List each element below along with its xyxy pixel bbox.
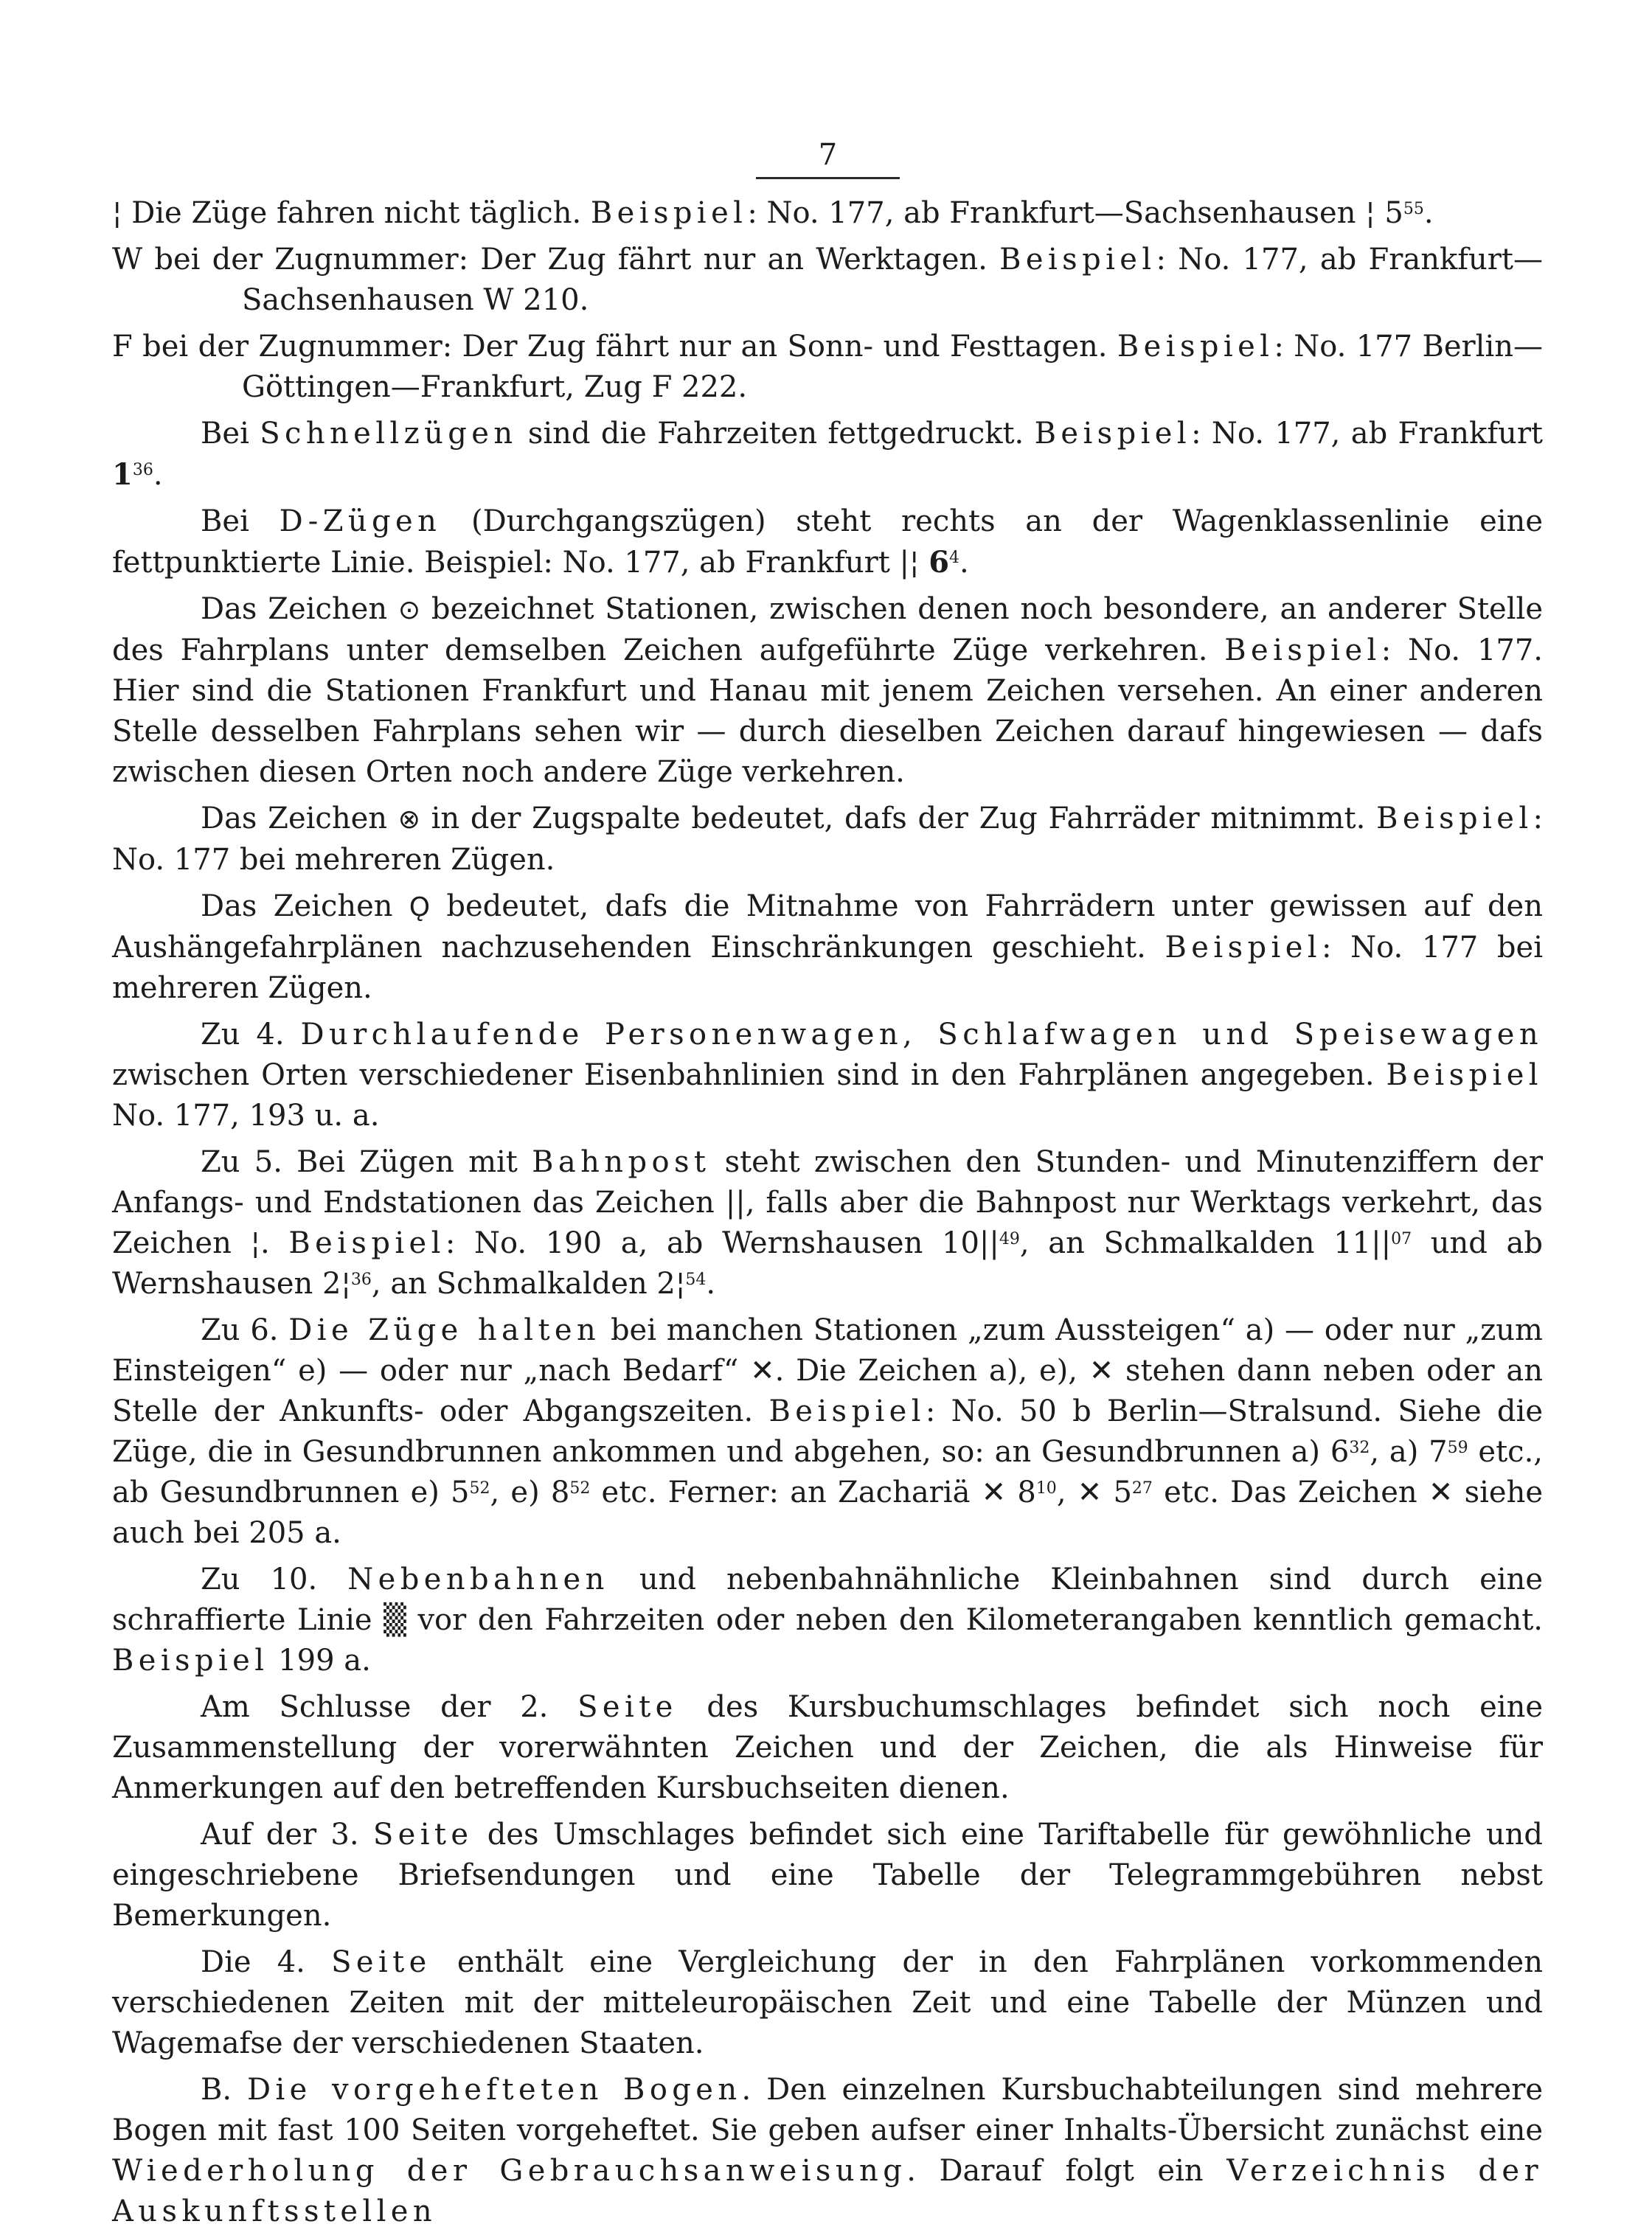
text-run: Zu 10. — [201, 1563, 348, 1596]
text-run: sind die Fahrzeiten fettgedruckt. — [517, 417, 1035, 451]
text-run: . Darauf folgt ein — [906, 2154, 1227, 2188]
superscript: 52 — [469, 1479, 490, 1498]
text-run: Schnellzügen — [260, 417, 518, 451]
superscript: 27 — [1131, 1479, 1153, 1498]
text-run: Beispiel — [768, 1394, 926, 1428]
text-run: : No. 177, ab Frankfurt—Sachsenhausen W 210. — [242, 243, 1543, 317]
text-run: etc. Ferner: an Zachariä ✕ 8 — [590, 1476, 1036, 1509]
text-run: Beispiel — [1224, 633, 1381, 667]
superscript: 10 — [1035, 1479, 1057, 1498]
superscript: 52 — [569, 1479, 591, 1498]
paragraph — [112, 1142, 1543, 1304]
superscript: 32 — [1349, 1439, 1370, 1457]
text-run: 6 — [929, 545, 950, 580]
text-run: F bei der Zugnummer: Der Zug fährt nur an Sonn- und Festtagen. — [112, 330, 1117, 364]
text-run: . Den einzelnen Kursbuchabteilungen sind mehrere Bogen mit fast 100 Seiten vorgeheftet. Sie geben aufser einer Inhalts-Übersicht zunächst eine — [112, 2073, 1543, 2147]
text-run: . — [706, 1267, 716, 1301]
text-run: Seite — [577, 1690, 678, 1724]
text-run: Beispiel — [590, 196, 748, 230]
text-run: : No. 177 bei mehreren Zügen. — [112, 802, 1543, 877]
superscript: 49 — [999, 1230, 1020, 1248]
superscript: 54 — [685, 1271, 707, 1289]
text-run: No. 177, 193 u. a. — [112, 1099, 380, 1133]
text-run: Beispiel — [112, 1644, 269, 1678]
paragraph — [112, 1815, 1543, 1936]
paragraph — [112, 2070, 1543, 2232]
text-run: Beispiel — [1117, 330, 1274, 364]
paragraph — [112, 589, 1543, 793]
text-run: Beispiel — [1034, 417, 1192, 451]
text-run: : No. 50 b Berlin—Stralsund. Siehe die Züge, die in Gesundbrunnen ankommen und abgehen, so: an Gesundbrunnen a) 6 — [112, 1394, 1543, 1469]
text-run: : No. 177, ab Frankfurt — [1191, 417, 1544, 451]
text-run: Am Schlusse der 2. — [201, 1690, 578, 1724]
text-run: Seite — [372, 1818, 473, 1852]
text-run: Die 4. — [201, 1945, 332, 1979]
text-run: Die Züge halten — [288, 1313, 601, 1347]
text-run: Beispiel — [288, 1226, 445, 1260]
text-run: ¦ Die Züge fahren nicht täglich. — [112, 196, 591, 230]
text-run: enthält eine Vergleichung der in den Fahrplänen vorkommenden verschiedenen Zeiten mit der mitteleuropäischen Zeit und eine Tabelle der Münzen und Wagemafse der verschiedenen Staaten. — [112, 1945, 1543, 2060]
text-run: Das Zeichen — [201, 889, 409, 923]
paragraph — [112, 1310, 1543, 1554]
paragraph — [112, 799, 1543, 880]
text-run: Das Zeichen — [201, 592, 398, 626]
text-run: Ǫ — [409, 892, 431, 922]
text-run: in der Zugspalte bedeutet, dafs der Zug Fahrräder mitnimmt. — [420, 802, 1377, 835]
page-number: 7 — [756, 140, 900, 179]
superscript: 59 — [1447, 1439, 1468, 1457]
text-run: 199 a. — [268, 1644, 371, 1678]
text-run: Zu 4. — [201, 1018, 301, 1052]
text-run: D-Zügen — [279, 504, 442, 538]
text-run: Zu 6. — [201, 1313, 289, 1347]
text-run: Beispiel — [999, 243, 1156, 277]
text-run: : No. 177. Hier sind die Stationen Frankfurt und Hanau mit jenem Zeichen versehen. An einer anderen Stelle desselben Fahrplans sehen wir — durch dieselben Zeichen darauf hingewiesen — dafs zwischen diesen Orten noch andere Züge verkehren. — [112, 633, 1544, 789]
text-run: B. — [201, 2073, 247, 2107]
text-run: Nebenbahnen — [347, 1563, 609, 1596]
text-run: Bei — [201, 504, 280, 538]
text-run: des Umschlages befindet sich eine Tariftabelle für gewöhnliche und eingeschriebene Briefsendungen und eine Tabelle der Telegrammgebühren nebst Bemerkungen. — [112, 1818, 1543, 1933]
text-run: Beispiel — [1386, 1058, 1543, 1092]
paragraph — [112, 240, 1543, 321]
text-run: Durchlaufende Personenwagen, Schlafwagen und Speisewagen — [300, 1018, 1543, 1052]
text-run: zwischen Orten verschiedener Eisenbahnlinien sind in den Fahrplänen angegeben. — [112, 1058, 1386, 1092]
text-run: , an Schmalkalden 2¦ — [371, 1267, 686, 1301]
text-run: bezeichnet Stationen, zwischen denen noch besondere, an anderer Stelle des Fahrplans unter demselben Zeichen aufgeführte Züge verkehren. — [112, 592, 1543, 667]
text-run: . — [1423, 196, 1434, 230]
paragraph — [112, 1942, 1543, 2064]
paragraph — [112, 327, 1543, 408]
superscript: 55 — [1403, 200, 1424, 218]
text-run: etc. Das Zeichen ✕ siehe auch bei 205 a. — [112, 1476, 1544, 1550]
text-run: Auf der 3. — [201, 1818, 373, 1852]
text-run: 1 — [112, 457, 133, 492]
text-run: : No. 177 bei mehreren Zügen. — [112, 931, 1543, 1005]
superscript: 4 — [949, 549, 960, 567]
text-run: bei manchen Stationen „zum Aussteigen“ a) — oder nur „zum Einsteigen“ e) — oder nur „nach Bedarf“ ✕. Die Zeichen a), e), ✕ stehen dann neben oder an Stelle der Ankunfts- oder Abgangszeiten. — [112, 1313, 1543, 1428]
text-run: , e) 8 — [490, 1476, 570, 1509]
text-run: ⊙ — [398, 595, 421, 625]
text-run: bedeutet, dafs die Mitnahme von Fahrrädern unter gewissen auf den Aushängefahrplänen nachzusehenden Einschränkungen geschieht. — [112, 889, 1543, 965]
superscript: 36 — [132, 461, 153, 479]
paragraph — [112, 1560, 1543, 1681]
paragraph — [112, 193, 1543, 234]
text-run: W bei der Zugnummer: Der Zug fährt nur an Werktagen. — [112, 243, 1000, 277]
paragraph — [112, 501, 1543, 583]
text-run: Das Zeichen — [201, 802, 398, 835]
text-run: Beispiel — [1376, 802, 1533, 835]
document-body — [112, 193, 1543, 2238]
text-run: und nebenbahnähnliche Kleinbahnen sind durch eine schraffierte Linie ▒ vor den Fahrzeiten oder neben den Kilometerangaben kenntlich gemacht. — [112, 1563, 1543, 1637]
text-run: des Kursbuchumschlages befindet sich noch eine Zusammenstellung der vorerwähnten Zeichen und der Zeichen, die als Hinweise für Anmerkungen auf den betreffenden Kursbuchseiten dienen. — [112, 1690, 1544, 1805]
text-run: Seite — [331, 1945, 431, 1979]
text-run: : No. 177, ab Frankfurt—Sachsenhausen ¦ 5 — [747, 196, 1403, 230]
text-run: , ✕ 5 — [1056, 1476, 1132, 1509]
paragraph — [112, 1015, 1543, 1136]
paragraph — [112, 1687, 1543, 1809]
text-run: : No. 190 a, ab Wernshausen 10|| — [445, 1226, 999, 1260]
paragraph — [112, 886, 1543, 1009]
text-run: steht zwischen den Stunden- und Minutenziffern der Anfangs- und Endstationen das Zeichen ||, falls aber die Bahnpost nur Werktags verkehrt, das Zeichen ¦. — [112, 1145, 1543, 1260]
text-run: Die vorgehefteten Bogen — [246, 2073, 742, 2107]
superscript: 36 — [350, 1271, 372, 1289]
text-run: Beispiel — [1165, 931, 1322, 965]
text-run: , a) 7 — [1370, 1435, 1448, 1469]
text-run: etc., ab Gesundbrunnen e) 5 — [112, 1435, 1544, 1509]
text-run: : No. 177 Berlin—Göttingen—Frankfurt, Zug F 222. — [242, 330, 1543, 404]
text-run: Wiederholung der Gebrauchsanweisung — [112, 2154, 907, 2188]
text-run: Verzeichnis der Auskunftsstellen — [112, 2154, 1543, 2228]
text-run: . — [959, 546, 969, 580]
paragraph — [112, 414, 1543, 496]
text-run: und ab Wernshausen 2¦ — [112, 1226, 1544, 1301]
text-run: Bei — [201, 417, 260, 451]
text-run: Bahnpost — [532, 1145, 711, 1179]
text-run: (Durchgangszügen) steht rechts an der Wagenklassenlinie eine fettpunktierte Linie. Beispiel: No. 177, ab Frankfurt |¦ — [112, 504, 1543, 580]
text-run: Zu 5. Bei Zügen mit — [201, 1145, 532, 1179]
text-run: ⊗ — [398, 805, 420, 835]
superscript: 07 — [1391, 1230, 1412, 1248]
text-run: , an Schmalkalden 11|| — [1019, 1226, 1392, 1260]
text-run: . — [153, 458, 163, 492]
